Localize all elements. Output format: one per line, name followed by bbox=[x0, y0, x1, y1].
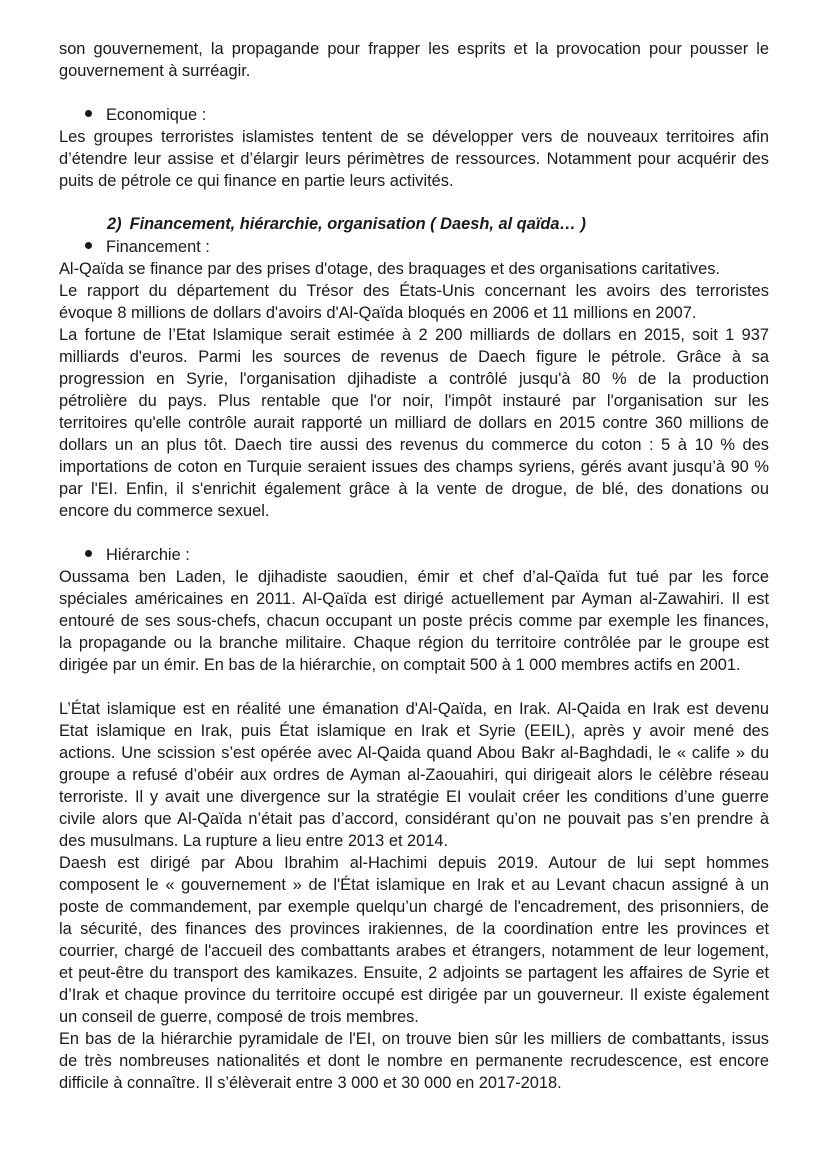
text-line: puits de pétrole ce qui finance en partie leurs activités. bbox=[59, 172, 454, 190]
text-line: de très nombreuses nationalités et dont le nombre en permanente recrudescence, est encore bbox=[59, 1052, 769, 1070]
bullet-hierarchie bbox=[85, 544, 190, 566]
text-line: composent le « gouvernement » de l'État islamique en Irak et au Levant chacun assigné à un bbox=[59, 876, 769, 894]
bullet-dot-icon bbox=[85, 110, 92, 117]
text-line: Oussama ben Laden, le djihadiste saoudien, émir et chef d’al-Qaïda fut tué par les force bbox=[59, 568, 769, 586]
text-line: progression en Syrie, l'organisation djihadiste a contrôlé jusqu'à 80 % de la production bbox=[59, 370, 769, 388]
text-line: Al-Qaïda se finance par des prises d'otage, des braquages et des organisations caritatives. bbox=[59, 260, 720, 278]
bullet-dot-icon bbox=[85, 242, 92, 249]
text-line: territoires qu'elle contrôle aurait rapporté un milliard de dollars en 2015 contre 360 millions de bbox=[59, 414, 769, 432]
paragraph-etat-islamique bbox=[59, 698, 769, 1094]
text-line: la sécurité, des finances des provinces irakiennes, de la coordination entre les provinces et bbox=[59, 920, 769, 938]
text-line: La fortune de l’Etat Islamique serait estimée à 2 200 milliards de dollars en 2015, soit 1 937 bbox=[59, 326, 769, 344]
text-line: En bas de la hiérarchie pyramidale de l'EI, on trouve bien sûr les milliers de combattants, issus bbox=[59, 1030, 769, 1048]
text-line: pétrolière du pays. Plus rentable que l'or noir, l'impôt instauré par l'organisation sur les bbox=[59, 392, 769, 410]
paragraph-financement bbox=[59, 258, 769, 522]
text-line: milliards d'euros. Parmi les sources de revenus de Daech figure le pétrole. Grâce à sa bbox=[59, 348, 769, 366]
text-line: évoque 8 millions de dollars d'avoirs d'Al-Qaïda bloqués en 2006 et 11 millions en 2007. bbox=[59, 304, 697, 322]
text-line: civile alors que Al-Qaïda n’était pas d’accord, considérant qu’on ne pouvait pas s’en prendre à bbox=[59, 810, 769, 828]
text-line: par l'EI. Enfin, il s'enrichit également grâce à la vente de drogue, de blé, des donations ou bbox=[59, 480, 769, 498]
section-heading bbox=[107, 213, 586, 235]
text-line: son gouvernement, la propagande pour frapper les esprits et la provocation pour pousser le bbox=[59, 40, 769, 58]
paragraph-economique bbox=[59, 126, 769, 192]
text-line: d’étendre leur assise et d’élargir leurs périmètres de ressources. Notamment pour acquérir des bbox=[59, 150, 769, 168]
text-line: d’Irak et chaque province du territoire occupé est dirigée par un gouverneur. Il existe également bbox=[59, 986, 769, 1004]
bullet-financement bbox=[85, 236, 210, 258]
text-line: dollars un an plus tôt. Daech tire aussi des revenus du commerce du coton : 5 à 10 % des bbox=[59, 436, 769, 454]
paragraph-intro-continued bbox=[59, 38, 769, 82]
text-line: et peut-être du transport des kamikazes. Ensuite, 2 adjoints se partagent les affaires de Syrie et bbox=[59, 964, 769, 982]
text-line: Le rapport du département du Trésor des États-Unis concernant les avoirs des terroristes bbox=[59, 282, 769, 300]
text-line: un conseil de guerre, composé de trois membres. bbox=[59, 1008, 419, 1026]
text-line: poste de commandement, par exemple quelqu’un chargé de l'encadrement, des prisonniers, de bbox=[59, 898, 769, 916]
text-line: terroriste. Il y avait une divergence sur la stratégie EI voulait créer les conditions d’une guerre bbox=[59, 788, 769, 806]
text-line: la propagande ou la branche militaire. Chaque région du territoire contrôlée par le groupe est bbox=[59, 634, 769, 652]
text-line: gouvernement à surréagir. bbox=[59, 62, 251, 80]
paragraph-hierarchie bbox=[59, 566, 769, 676]
text-line: Daesh est dirigé par Abou Ibrahim al-Hachimi depuis 2019. Autour de lui sept hommes bbox=[59, 854, 769, 872]
text-line: Etat islamique en Irak, puis État islamique en Irak et Syrie (EEIL), après y avoir mené des bbox=[59, 722, 769, 740]
text-line: dirigée par un émir. En bas de la hiérarchie, on comptait 500 à 1 000 membres actifs en 2001. bbox=[59, 656, 741, 674]
bullet-dot-icon bbox=[85, 550, 92, 557]
text-line: des musulmans. La rupture a lieu entre 2013 et 2014. bbox=[59, 832, 449, 850]
section-title: Financement, hiérarchie, organisation ( Daesh, al qaïda… ) bbox=[129, 215, 586, 233]
bullet-label: Financement : bbox=[106, 238, 210, 256]
text-line: Les groupes terroristes islamistes tentent de se développer vers de nouveaux territoires afin bbox=[59, 128, 769, 146]
text-line: importations de coton en Turquie seraient issues des champs syriens, gérés avant jusqu’à 90 % bbox=[59, 458, 769, 476]
bullet-label: Economique : bbox=[106, 106, 207, 124]
text-line: difficile à connaître. Il s’élèverait entre 3 000 et 30 000 en 2017-2018. bbox=[59, 1074, 562, 1092]
text-line: L’État islamique est en réalité une émanation d'Al-Qaïda, en Irak. Al-Qaida en Irak est devenu bbox=[59, 700, 769, 718]
text-line: groupe a refusé d’obéir aux ordres de Ayman al-Zaouahiri, qui dirigeait alors le célèbre réseau bbox=[59, 766, 769, 784]
text-line: spéciales américaines en 2011. Al-Qaïda est dirigé actuellement par Ayman al-Zawahiri. Il est bbox=[59, 590, 769, 608]
section-number: 2) bbox=[107, 215, 122, 233]
text-line: courrier, chargé de l'accueil des combattants arabes et étrangers, notamment de leur logement, bbox=[59, 942, 769, 960]
bullet-economique bbox=[85, 104, 206, 126]
text-line: entouré de ses sous-chefs, chacun occupant un poste précis comme par exemple les finances, bbox=[59, 612, 769, 630]
text-line: actions. Une scission s’est opérée avec Al-Qaida quand Abou Bakr al-Baghdadi, le « calife » du bbox=[59, 744, 769, 762]
text-line: encore du commerce sexuel. bbox=[59, 502, 270, 520]
bullet-label: Hiérarchie : bbox=[106, 546, 190, 564]
